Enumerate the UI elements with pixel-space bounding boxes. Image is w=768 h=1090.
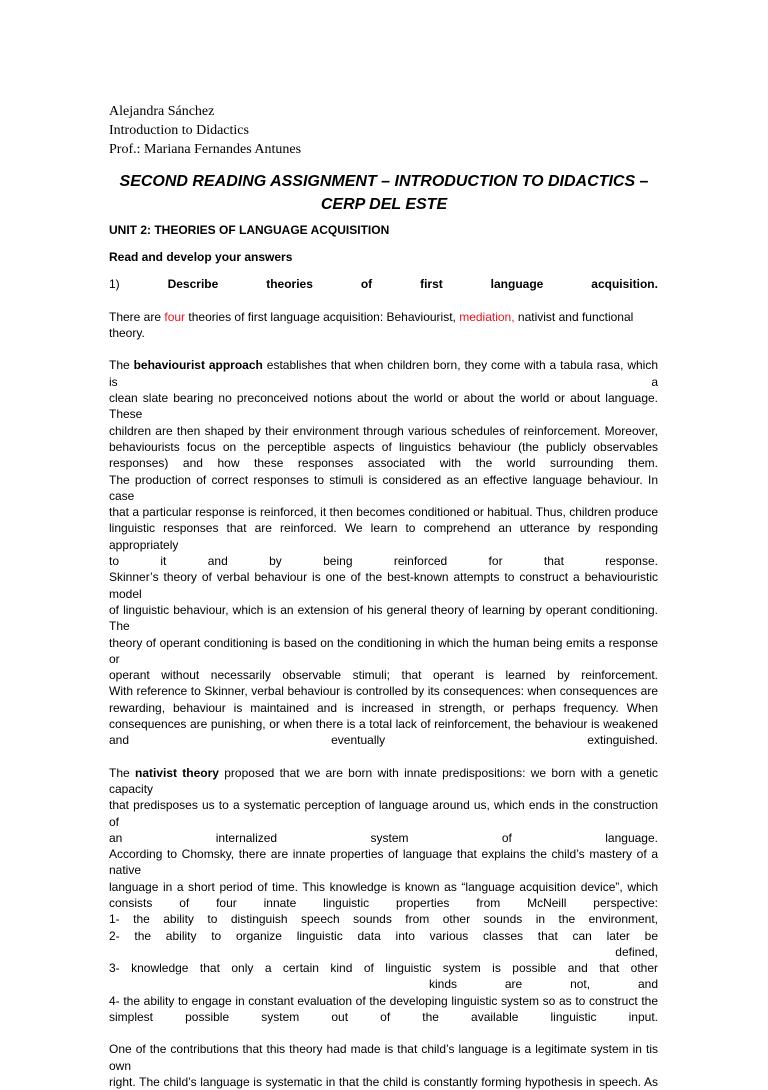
paragraph-line: theory of operant conditioning is based on the conditioning in which the human being emits a response or — [109, 635, 658, 666]
paragraph-line: rewarding, behaviour is maintained and is increased in strength, or perhaps frequency. When — [109, 700, 658, 715]
question-word: first — [420, 276, 443, 291]
list-item: 3- knowledge that only a certain kind of linguistic system is possible and that other — [109, 961, 658, 976]
highlight-mediation: mediation, — [459, 309, 515, 324]
paragraph-line: clean slate bearing no preconceived notions about the world or about the world or about language. These — [109, 391, 658, 422]
text: The — [109, 358, 134, 373]
list-item-continuation: defined, — [615, 944, 658, 959]
paragraph-line: an internalized system of language. — [109, 830, 658, 845]
nativist-paragraph — [109, 765, 658, 1026]
title-line-2: CERP DEL ESTE — [320, 196, 448, 213]
paragraph-line: With reference to Skinner, verbal behaviour is controlled by its consequences: when consequences are — [109, 684, 658, 699]
text: The — [109, 765, 135, 780]
behaviourist-paragraph — [109, 357, 658, 748]
instruction: Read and develop your answers — [109, 250, 293, 265]
list-item-continuation: simplest possible system out of the available linguistic input. — [109, 1010, 658, 1025]
paragraph-line: behaviourists focus on the perceptible aspects of linguistics behaviour (the publicly observables — [109, 439, 658, 454]
paragraph-line: Skinner’s theory of verbal behaviour is one of the best-known attempts to construct a behaviouristic model — [109, 570, 658, 601]
question-1 — [109, 276, 658, 292]
text: establishes that when children born, they come with a tabula rasa, which is a — [109, 358, 658, 389]
list-item-continuation: kinds are not, and — [429, 977, 658, 992]
paragraph-line: responses) and how these responses associated with the world surrounding them. — [109, 456, 658, 471]
paragraph-line: According to Chomsky, there are innate properties of language that explains the child’s mastery of a native — [109, 847, 658, 878]
question-word: language — [490, 276, 544, 291]
paragraph-line: that a particular response is reinforced, it then becomes conditioned or habitual. Thus, children produce — [109, 505, 658, 520]
unit-heading: UNIT 2: THEORIES OF LANGUAGE ACQUISITION — [109, 223, 390, 237]
question-word: of — [360, 276, 373, 291]
list-item: 2- the ability to organize linguistic data into various classes that can later be — [109, 928, 658, 943]
question-word: Describe — [167, 276, 219, 291]
paragraph-line: to it and by being reinforced for that response. — [109, 554, 658, 569]
paragraph-line: operant without necessarily observable stimuli; that operant is learned by reinforcement. — [109, 668, 658, 683]
paragraph-line: language in a short period of time. This knowledge is known as “language acquisition device”, which — [109, 879, 658, 894]
paragraph-line: consequences are punishing, or when there is a total lack of reinforcement, the behaviour is weakened — [109, 717, 658, 732]
list-item: 4- the ability to engage in constant evaluation of the developing linguistic system so as to construct the — [109, 993, 658, 1008]
intro-text: nativist and functional theory. — [109, 309, 634, 341]
document-body — [109, 222, 658, 1090]
term-nativist: nativist theory — [134, 765, 219, 780]
professor-name: Prof.: Mariana Fernandes Antunes — [109, 142, 302, 157]
highlight-four: four — [164, 309, 186, 324]
term-behaviourist: behaviourist approach — [133, 358, 263, 373]
paragraph-line: consists of four innate linguistic properties from McNeill perspective: — [109, 895, 658, 910]
paragraph-line: that predisposes us to a systematic perception of language around us, which ends in the construction of — [109, 798, 658, 829]
paragraph-line: linguistic responses that are reinforced. We learn to comprehend an utterance by responding appropriately — [109, 521, 658, 552]
paragraph-line: children are then shaped by their environment through various schedules of reinforcement. Moreover, — [109, 423, 658, 438]
question-word: theories — [266, 276, 313, 291]
paragraph-line: and eventually extinguished. — [109, 733, 658, 748]
list-item: 1- the ability to distinguish speech sounds from other sounds in the environment, — [109, 912, 658, 927]
question-word: acquisition. — [591, 276, 658, 291]
contribution-paragraph — [109, 1041, 658, 1090]
intro-text: There are — [109, 309, 165, 324]
author-name: Alejandra Sánchez — [109, 104, 215, 119]
paragraph-line: right. The child’s language is systematic in that the child is constantly forming hypothesis in speech. As — [109, 1074, 658, 1089]
intro-text: theories of first language acquisition: Behaviourist, — [185, 309, 460, 324]
paragraph-line: of linguistic behaviour, which is an extension of his general theory of learning by operant conditioning. The — [109, 602, 658, 634]
document-header — [109, 102, 301, 159]
text: proposed that we are born with innate predispositions: we born with a genetic capacity — [109, 765, 659, 796]
course-name: Introduction to Didactics — [109, 123, 249, 138]
intro-paragraph — [109, 309, 658, 342]
title-line-1: SECOND READING ASSIGNMENT – INTRODUCTION TO DIDACTICS – — [119, 173, 649, 190]
paragraph-line: One of the contributions that this theory had made is that child’s language is a legitimate system in tis own — [109, 1042, 658, 1073]
paragraph-line — [109, 765, 658, 798]
document-title — [100, 170, 668, 216]
paragraph-line — [109, 357, 658, 390]
question-number: 1) — [109, 276, 120, 291]
paragraph-line: The production of correct responses to stimuli is considered as an effective language behaviour. In case — [109, 472, 658, 503]
